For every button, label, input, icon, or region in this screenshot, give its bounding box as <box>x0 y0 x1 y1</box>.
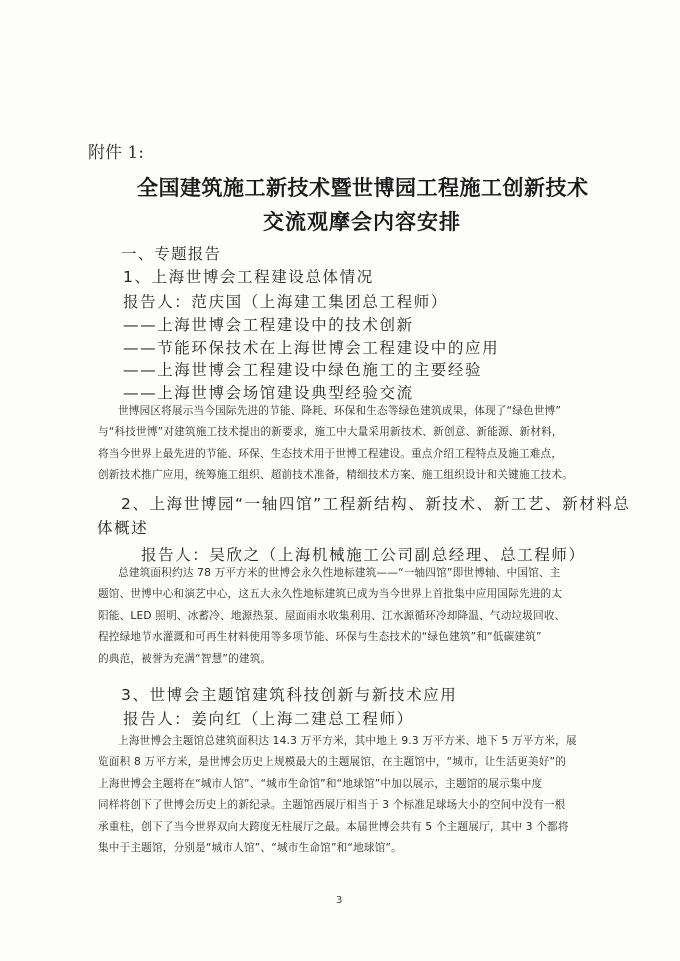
topic1-subtopic: ——上海世博会场馆建设典型经验交流 <box>123 384 414 402</box>
paragraph-line: 览面积 8 万平方米，是世博会历史上规模最大的主题展馆，在主题馆中，“城市，让生活更美好”的 <box>98 756 566 769</box>
paragraph-line: 上海世博会主题馆总建筑面积达 14.3 万平方米，其中地上 9.3 万平方米、地下 5 万平方米，展 <box>118 735 577 747</box>
topic1-subtopic: ——上海世博会工程建设中的技术创新 <box>123 316 414 334</box>
paragraph-line: 上海世博会主题将在“城市人馆”、“城市生命馆”和“地球馆”中加以展示，主题馆的展示集中度 <box>98 777 543 790</box>
topic2-reporter: 报告人：吴欣之（上海机械施工公司副总经理、总工程师） <box>141 546 586 564</box>
paragraph-line: 的典范，被誉为充满“智慧”的建筑。 <box>98 652 272 665</box>
topic1-reporter: 报告人：范庆国（上海建工集团总工程师） <box>123 293 448 311</box>
paragraph-line: 世博园区将展示当今国际先进的节能、降耗、环保和生态等绿色建筑成果，体现了“绿色世博” <box>118 405 562 417</box>
section-heading: 一、专题报告 <box>121 245 222 263</box>
topic3-reporter: 报告人：姜向红（上海二建总工程师） <box>123 710 414 728</box>
title-line-2: 交流观摩会内容安排 <box>263 210 461 234</box>
paragraph-line: 承重柱，创下了当今世界双向大跨度无柱展厅之最。本届世博会共有 5 个主题展厅，其中 3 个都将 <box>98 820 569 833</box>
paragraph-line: 题馆、世博中心和演艺中心，这五大永久性地标建筑已成为当今世界上首批集中应用国际先进的太 <box>98 588 563 601</box>
attachment-label: 附件 1: <box>88 143 144 163</box>
topic2-title-line1: 2、上海世博园“一轴四馆”工程新结构、新技术、新工艺、新材料总 <box>121 495 631 513</box>
paragraph-line: 程控绿地节水灌溉和可再生材料使用等多项节能、环保与生态技术的“绿色建筑”和“低碳建筑” <box>98 631 542 644</box>
paragraph-line: 同样将创下了世博会历史上的新纪录。主题馆西展厅相当于 3 个标准足球场大小的空间中没有一根 <box>98 799 566 812</box>
title-line-1: 全国建筑施工新技术暨世博园工程施工创新技术 <box>137 176 589 200</box>
topic1-paragraph <box>98 401 573 487</box>
paragraph-line: 阳能、LED 照明、冰蓄冷、地源热泵、屋面雨水收集利用、江水源循环冷却降温、气动垃圾回收、 <box>98 609 566 622</box>
paragraph-line: 与“科技世博”对建筑施工技术提出的新要求，施工中大量采用新技术、新创意、新能源、新材料， <box>98 426 563 439</box>
topic3-paragraph <box>98 731 577 859</box>
paragraph-line: 总建筑面积约达 78 万平方米的世博会永久性地标建筑——“一轴四馆”即世博轴、中国馆、主 <box>118 567 561 579</box>
topic2-paragraph <box>98 563 565 670</box>
topic1-subtopic: ——上海世博会工程建设中绿色施工的主要经验 <box>123 361 483 379</box>
topic1-title: 1、上海世博会工程建设总体情况 <box>123 268 374 286</box>
topic3-title: 3、世博会主题馆建筑科技创新与新技术应用 <box>121 686 458 704</box>
page-number: 3 <box>336 895 343 906</box>
topic1-subtopic: ——节能环保技术在上海世博会工程建设中的应用 <box>123 339 500 357</box>
paragraph-line: 将当今世界上最先进的节能、环保、生态技术用于世博工程建设。重点介绍工程特点及施工难点， <box>98 447 563 460</box>
paragraph-line: 创新技术推广应用，统筹施工组织、超前技术准备，精细技术方案、施工组织设计和关键施工技术。 <box>98 469 573 482</box>
paragraph-line: 集中于主题馆，分别是“城市人馆”、“城市生命馆”和“地球馆”。 <box>98 842 402 855</box>
topic2-title-line2: 体概述 <box>97 519 149 537</box>
